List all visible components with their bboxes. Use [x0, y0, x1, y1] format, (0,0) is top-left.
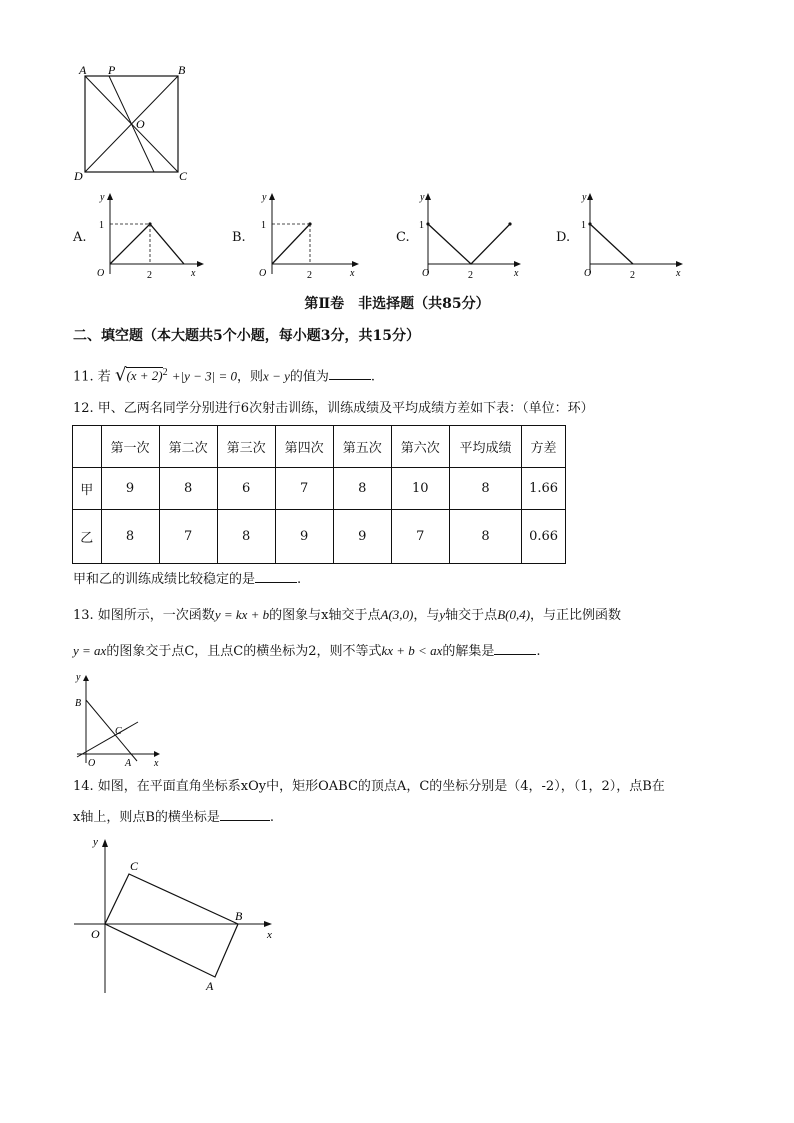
- choice-a-origin: O: [97, 268, 105, 279]
- table-cell: 甲: [73, 468, 102, 510]
- q13-eq1: y = kx + b: [214, 607, 270, 622]
- q13-text-2: 的图象与x轴交于点: [269, 608, 381, 623]
- choice-a-xlabel: x: [191, 268, 196, 279]
- choice-d-ylabel: y: [582, 192, 587, 203]
- q13-text-5: ，与正比例函数: [530, 608, 622, 623]
- sqrt-icon: √: [114, 364, 127, 386]
- q14-line2: [73, 808, 274, 827]
- table-cell: 8: [101, 510, 159, 564]
- choice-a-xtick: 2: [147, 270, 152, 281]
- choice-b-graph[interactable]: [254, 190, 374, 280]
- q13-fig-c: C: [115, 726, 122, 737]
- q13-answer-blank[interactable]: [494, 642, 536, 655]
- table-cell: 6: [217, 468, 275, 510]
- q12-question: [73, 570, 301, 589]
- q11-abs-expr: +|y − 3| = 0: [171, 368, 238, 384]
- table-cell: 7: [159, 510, 217, 564]
- label-o: O: [136, 117, 145, 131]
- q14-line1: 14. 如图，在平面直角坐标系xOy中，矩形OABC的顶点A，C的坐标分别是（4，-2），（1，2），点B在: [73, 779, 665, 794]
- q14-fig-a: A: [206, 979, 214, 993]
- q14-fig-c: C: [130, 859, 139, 873]
- q13-line2: [73, 642, 541, 661]
- q12-answer-blank[interactable]: [255, 570, 297, 583]
- label-c: C: [179, 169, 188, 183]
- q13-fig-b: B: [75, 698, 82, 709]
- choice-d-letter[interactable]: D.: [556, 230, 571, 245]
- table-header: 第五次: [333, 426, 391, 468]
- table-row: [73, 468, 566, 510]
- q13-fig-a: A: [125, 758, 132, 769]
- q13-eq2: y = ax: [73, 643, 107, 658]
- choice-b-xtick: 2: [307, 270, 312, 281]
- choice-a-line: [110, 224, 184, 264]
- table-header: [73, 426, 102, 468]
- choice-d-xtick: 2: [630, 270, 635, 281]
- choice-c-ytick: 1: [419, 220, 424, 231]
- table-cell: 9: [275, 510, 333, 564]
- table-header: 第二次: [159, 426, 217, 468]
- table-header: 平均成绩: [449, 426, 521, 468]
- q11-root-expr: (x + 2): [126, 368, 163, 384]
- choice-c-line: [428, 224, 510, 264]
- choice-c-xtick: 2: [468, 270, 473, 281]
- table-header: 第一次: [101, 426, 159, 468]
- table-cell: 8: [449, 468, 521, 510]
- table-header: 第六次: [391, 426, 449, 468]
- choice-b-letter[interactable]: B.: [232, 230, 246, 245]
- q14-fig-x: x: [267, 929, 272, 941]
- choice-b-origin: O: [259, 268, 267, 279]
- choice-b-ytick: 1: [261, 220, 266, 231]
- table-cell: 8: [333, 468, 391, 510]
- section-title: 第Ⅱ卷 非选择题（共85分）: [304, 296, 490, 312]
- choice-a-ylabel: y: [100, 192, 105, 203]
- q12-intro: 12. 甲、乙两名同学分别进行6次射击训练，训练成绩及平均成绩方差如下表：（单位：环）: [73, 401, 594, 416]
- table-header: 第四次: [275, 426, 333, 468]
- segment-p: [109, 76, 154, 172]
- q13-text-1: 13. 如图所示，一次函数: [73, 608, 215, 623]
- choice-c-graph[interactable]: [416, 190, 536, 280]
- question-11: [73, 364, 375, 386]
- choice-c-xlabel: x: [514, 268, 519, 279]
- q13-yvar: y: [439, 607, 446, 622]
- q11-answer-blank[interactable]: [329, 367, 371, 380]
- q13-end: .: [536, 644, 541, 659]
- q13-text-4: 轴交于点: [445, 608, 498, 623]
- table-row: [73, 510, 566, 564]
- q11-exponent: 2: [162, 367, 168, 378]
- table-header: 方差: [522, 426, 566, 468]
- q14-figure: [72, 835, 287, 1005]
- choice-c-origin: O: [422, 268, 430, 279]
- q13-figure: [72, 668, 167, 768]
- q12-question-text: 甲和乙的训练成绩比较稳定的是: [73, 572, 256, 587]
- q13-point-a: A(3,0): [380, 607, 414, 622]
- table-cell: 7: [391, 510, 449, 564]
- q14-end: .: [269, 810, 275, 825]
- q11-end: .: [370, 369, 376, 385]
- q13-fig-x: x: [154, 758, 159, 769]
- q13-fig-y: y: [76, 672, 81, 683]
- q11-number: 11. 若: [73, 369, 111, 385]
- choice-d-graph[interactable]: [578, 190, 698, 280]
- q13-point-b: B(0,4): [497, 607, 531, 622]
- q11-tail: 的值为: [289, 369, 329, 385]
- choice-a-letter[interactable]: A.: [73, 230, 87, 245]
- label-b: B: [178, 63, 186, 77]
- table-cell: 9: [333, 510, 391, 564]
- q14-fig-b: B: [235, 909, 243, 923]
- table-header: 第三次: [217, 426, 275, 468]
- choice-a-ytick: 1: [99, 220, 104, 231]
- q13-line1: [73, 606, 621, 625]
- q13-inequality: kx + b < ax: [381, 643, 443, 658]
- table-cell: 8: [159, 468, 217, 510]
- table-cell: 8: [217, 510, 275, 564]
- table-header-row: [73, 426, 566, 468]
- choice-c-letter[interactable]: C.: [396, 230, 410, 245]
- table-cell: 8: [449, 510, 521, 564]
- q12-end: .: [297, 572, 302, 587]
- q11-mid: ，则: [237, 369, 264, 385]
- q13-text-3: ，与: [413, 608, 440, 623]
- choice-d-ytick: 1: [581, 220, 586, 231]
- choice-d-xlabel: x: [676, 268, 681, 279]
- q14-fig-y: y: [93, 836, 98, 848]
- q14-fig-o: O: [91, 927, 100, 941]
- fill-heading: 二、填空题（本大题共5个小题，每小题3分，共15分）: [73, 328, 420, 344]
- score-table: [72, 425, 566, 564]
- table-cell: 9: [101, 468, 159, 510]
- choice-a-graph[interactable]: [92, 190, 212, 280]
- square-figure: [72, 62, 202, 187]
- table-cell: 10: [391, 468, 449, 510]
- q13-fig-o: O: [88, 758, 96, 769]
- choice-b-line: [272, 224, 310, 264]
- q13-text-7: 的解集是: [442, 644, 495, 659]
- table-cell: 0.66: [522, 510, 566, 564]
- q14-text: x轴上，则点B的横坐标是: [73, 810, 220, 825]
- choice-b-ylabel: y: [262, 192, 267, 203]
- choice-c-ylabel: y: [420, 192, 425, 203]
- rectangle-oabc: [105, 874, 238, 977]
- table-cell: 1.66: [522, 468, 566, 510]
- label-d: D: [74, 169, 83, 183]
- choice-b-xlabel: x: [350, 268, 355, 279]
- choice-d-origin: O: [584, 268, 592, 279]
- label-p: P: [108, 63, 116, 77]
- q13-line-kxb: [86, 700, 137, 761]
- table-cell: 7: [275, 468, 333, 510]
- choice-d-line: [590, 224, 633, 264]
- q11-expr2: x − y: [263, 368, 290, 384]
- table-cell: 乙: [73, 510, 102, 564]
- label-a: A: [79, 63, 87, 77]
- q14-answer-blank[interactable]: [220, 808, 270, 821]
- q13-text-6: 的图象交于点C，且点C的横坐标为2，则不等式: [106, 644, 382, 659]
